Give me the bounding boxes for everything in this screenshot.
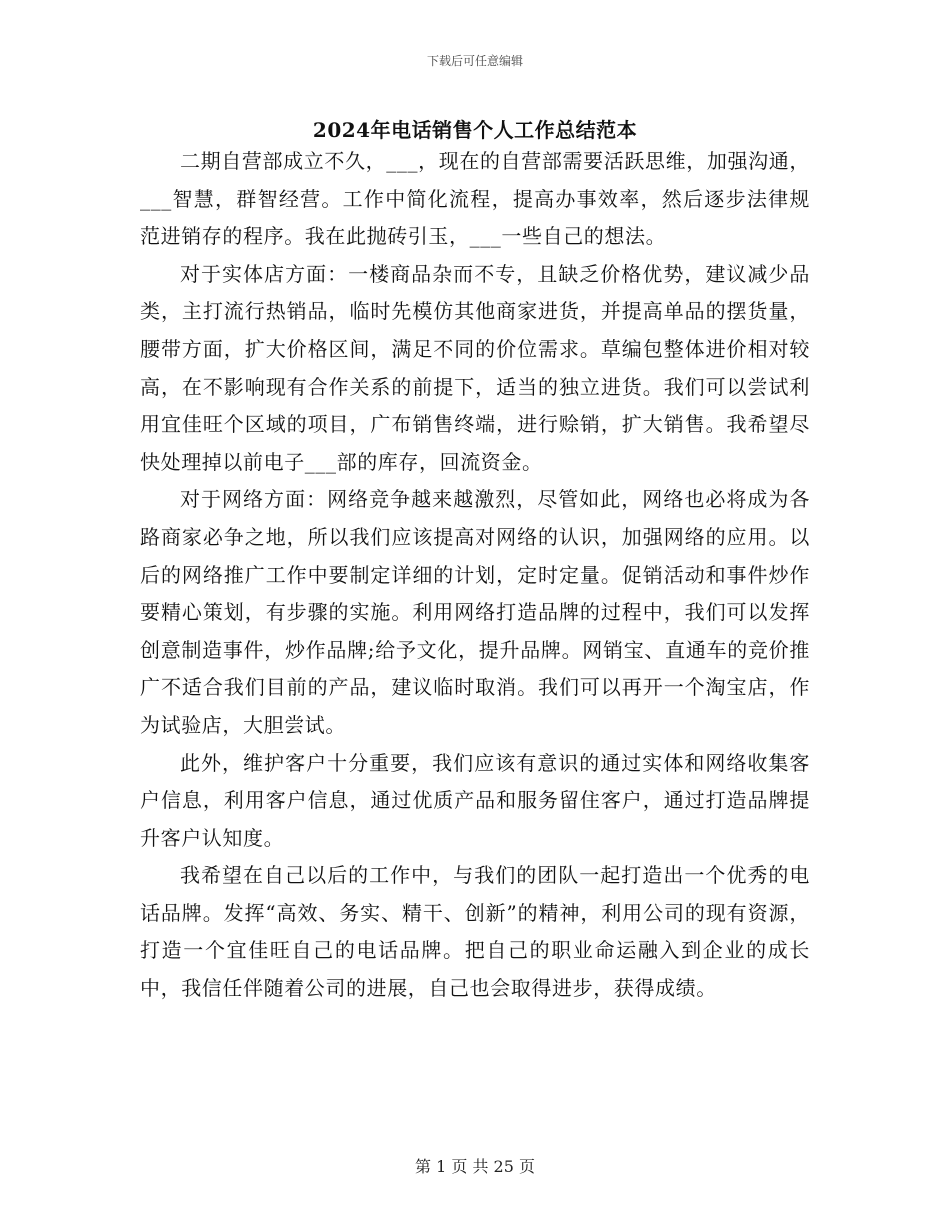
document-title: 2024年电话销售个人工作总结范本 [312, 118, 638, 142]
paragraph-online: 对于网络方面：网络竞争越来越激烈，尽管如此，网络也必将成为各路商家必争之地，所以我们应该提高对网络的认识，加强网络的应用。以后的网络推广工作中要制定详细的计划，定时定量。促销活动和事件炒作要精心策划，有步骤的实施。利用网络打造品牌的过程中，我们可以发挥创意制造事件，炒作品牌;给予文化，提升品牌。网销宝、直通车的竞价推广不适合我们目前的产品，建议临时取消。我们可以再开一个淘宝店，作为试验店，大胆尝试。 [140, 487, 810, 737]
paragraph-conclusion: 我希望在自己以后的工作中，与我们的团队一起打造出一个优秀的电话品牌。发挥“高效、务实、精干、创新”的精神，利用公司的现有资源，打造一个宜佳旺自己的电话品牌。把自己的职业命运融入到企业的成长中，我信任伴随着公司的进展，自己也会取得进步，获得成绩。 [140, 863, 810, 1001]
paragraph-intro: 二期自营部成立不久，___，现在的自营部需要活跃思维，加强沟通，___智慧，群智经营。工作中简化流程，提高办事效率，然后逐步法律规范进销存的程序。我在此抛砖引玉，___一些自己的想法。 [140, 149, 810, 249]
paragraph-customer: 此外，维护客户十分重要，我们应该有意识的通过实体和网络收集客户信息，利用客户信息，通过优质产品和服务留住客户，通过打造品牌提升客户认知度。 [140, 750, 810, 850]
page-header-note: 下载后可任意编辑 [426, 54, 523, 68]
document-body [140, 143, 810, 1008]
paragraph-physical-store: 对于实体店方面：一楼商品杂而不专，且缺乏价格优势，建议减少品类，主打流行热销品，临时先模仿其他商家进货，并提高单品的摆货量，腰带方面，扩大价格区间，满足不同的价位需求。草编包整体进价相对较高，在不影响现有合作关系的前提下，适当的独立进货。我们可以尝试利用宜佳旺个区域的项目，广布销售终端，进行赊销，扩大销售。我希望尽快处理掉以前电子___部的库存，回流资金。 [140, 261, 810, 474]
page-number: 第 1 页 共 25 页 [415, 1157, 535, 1176]
